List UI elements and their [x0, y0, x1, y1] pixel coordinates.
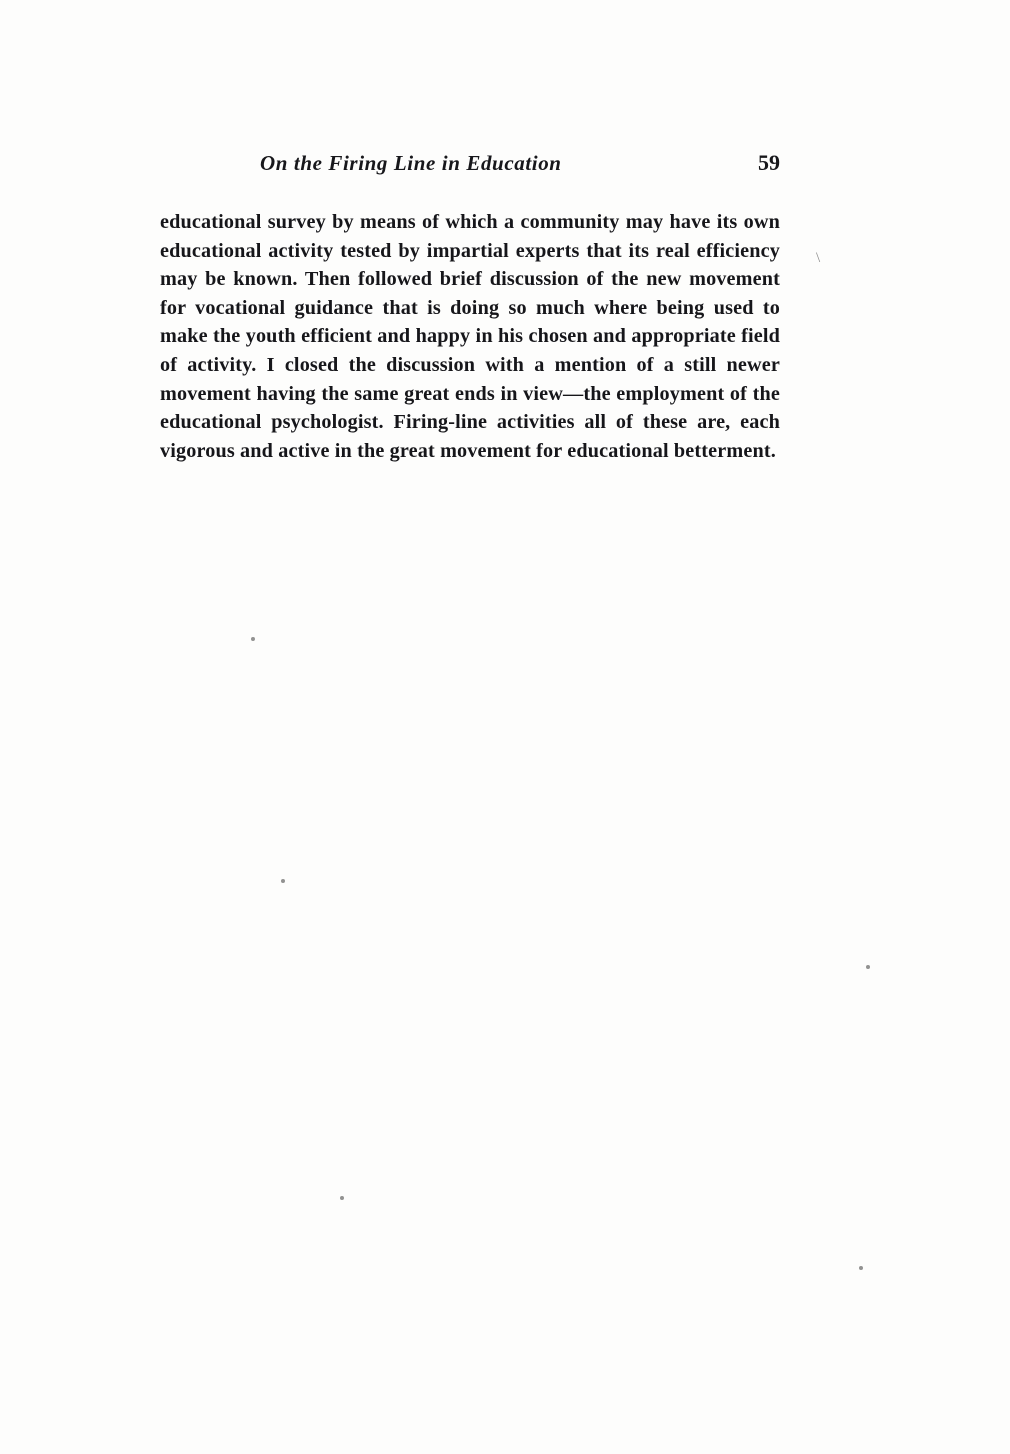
running-head-title: On the Firing Line in Education: [260, 151, 562, 175]
scan-speck-icon: [866, 965, 870, 969]
scan-speck-icon: [251, 637, 255, 641]
running-head: [160, 150, 780, 176]
scan-speck-icon: [859, 1266, 863, 1270]
body-text-block: [160, 208, 780, 465]
scan-speck-icon: [340, 1196, 344, 1200]
margin-tick-mark: \: [816, 250, 821, 266]
page-number: 59: [758, 150, 780, 175]
paragraph: educational survey by means of which a community may have its own educational activity tested by impartial experts that its real efficiency may be known. Then followed brief discussion of the new movement for vocational guidance that is doing so much where being used to make the youth efficient and happy in his chosen and appropriate field of activity. I closed the discussion with a mention of a still newer movement having the same great ends in view—the employment of the educational psychologist. Firing-line activities all of these are, each vigorous and active in the great movement for educational betterment.: [160, 211, 780, 462]
scan-speck-icon: [281, 879, 285, 883]
